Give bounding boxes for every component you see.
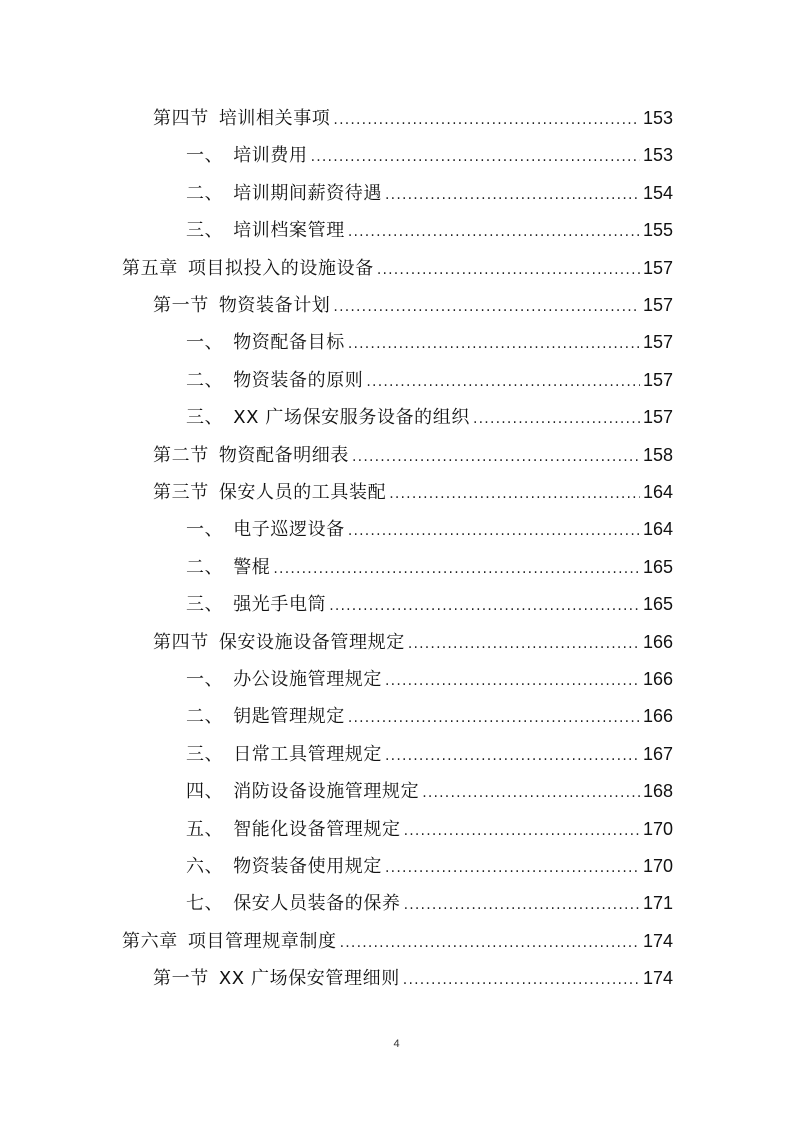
toc-entry-page: 155 [642,220,673,241]
toc-leader-dots [385,177,640,214]
toc-entry-prefix: 第三节 [153,482,209,503]
toc-entry-page: 168 [642,781,673,802]
toc-entry-item[interactable] [186,549,673,586]
toc-leader-dots [377,252,640,289]
toc-entry-prefix: 三、 [186,220,224,242]
toc-entry-item[interactable] [186,736,673,773]
toc-entry-title: 日常工具管理规定 [233,743,383,765]
toc-entry-label [186,811,401,848]
toc-entry-page: 153 [642,108,673,128]
toc-entry-label [153,287,330,324]
page-number: 4 [393,1038,400,1050]
toc-entry-title: 警棍 [233,556,271,578]
toc-leader-dots [348,513,640,550]
toc-entry-title: 培训期间薪资待遇 [233,182,383,204]
toc-entry-title: XX 广场保安服务设备的组织 [233,407,470,429]
toc-entry-prefix: 一、 [186,669,224,690]
toc-entry-item[interactable] [186,586,673,623]
toc-entry-label [122,923,337,960]
toc-leader-dots [389,476,640,513]
toc-entry-page: 157 [642,295,673,315]
toc-entry-title: 培训费用 [233,145,308,167]
toc-leader-dots [385,850,640,887]
toc-entry-label [186,698,345,735]
toc-entry-label [153,437,349,474]
toc-entry-section[interactable] [153,100,673,137]
toc-entry-title: 强光手电筒 [233,594,327,616]
toc-leader-dots [311,139,640,176]
toc-entry-page: 166 [642,631,673,652]
toc-entry-item[interactable] [186,511,673,548]
toc-entry-title: 保安人员装备的保养 [233,893,401,915]
toc-leader-dots [333,289,640,326]
toc-entry-prefix: 第四节 [153,108,209,129]
toc-entry-section[interactable] [153,287,673,324]
toc-entry-prefix: 一、 [186,145,224,167]
toc-leader-dots [340,925,640,962]
toc-entry-page: 166 [642,669,673,689]
toc-entry-label [186,175,382,212]
toc-entry-label [186,661,382,698]
toc-entry-item[interactable] [186,773,673,810]
toc-entry-prefix: 五、 [186,818,224,840]
toc-entry-page: 154 [642,182,673,203]
toc-entry-label [186,324,345,361]
toc-entry-label [186,586,326,623]
toc-entry-page: 165 [642,594,673,615]
toc-entry-title: 保安人员的工具装配 [218,482,387,503]
toc-entry-page: 174 [642,930,673,951]
toc-entry-title: 消防设备设施管理规定 [233,781,420,803]
toc-leader-dots [473,401,640,438]
toc-entry-title: 物资装备的原则 [233,369,364,391]
toc-leader-dots [404,887,640,924]
toc-entry-label [186,399,470,436]
toc-leader-dots [348,326,640,363]
toc-entry-label [186,212,345,249]
toc-entry-page: 167 [642,743,673,764]
toc-entry-page: 158 [642,444,673,465]
toc-entry-label [153,624,405,661]
toc-entry-prefix: 一、 [186,519,224,541]
toc-entry-prefix: 第一节 [153,968,209,990]
toc-entry-prefix: 六、 [186,856,224,877]
toc-entry-title: 项目拟投入的设施设备 [187,257,374,279]
toc-entry-label [122,250,374,287]
toc-entry-title: 办公设施管理规定 [233,669,383,690]
toc-entry-label [186,773,419,810]
toc-leader-dots [273,551,640,588]
toc-entry-prefix: 三、 [186,743,224,765]
toc-entry-label [186,885,401,922]
toc-entry-page: 157 [642,407,673,428]
toc-entry-page: 174 [642,968,673,989]
toc-entry-prefix: 第五章 [122,257,178,279]
toc-entry-prefix: 第二节 [153,444,209,466]
toc-entry-section[interactable] [153,960,673,997]
toc-entry-page: 164 [642,482,673,502]
toc-entry-item[interactable] [186,212,673,249]
toc-entry-page: 157 [642,332,673,353]
toc-entry-title: 物资配备明细表 [218,444,350,466]
toc-entry-title: 物资装备计划 [218,295,331,316]
toc-entry-title: 保安设施设备管理规定 [218,631,405,653]
toc-entry-prefix: 七、 [186,893,224,915]
toc-entry-item[interactable] [186,661,673,698]
toc-entry-page: 166 [642,706,673,727]
toc-entry-prefix: 三、 [186,407,224,429]
toc-entry-title: 电子巡逻设备 [233,519,345,541]
toc-entry-section[interactable] [153,624,673,661]
toc-entry-section[interactable] [153,474,673,511]
toc-entry-item[interactable] [186,848,673,885]
toc-entry-page: 171 [642,893,673,914]
toc-entry-prefix: 二、 [186,369,224,391]
toc-entry-title: XX 广场保安管理细则 [218,968,400,990]
toc-entry-label [186,511,345,548]
toc-entry-prefix: 第四节 [153,631,209,653]
toc-entry-page: 170 [642,818,673,839]
toc-entry-label [186,137,308,174]
toc-leader-dots [348,700,640,737]
toc-entry-prefix: 一、 [186,332,224,354]
toc-leader-dots [348,214,640,251]
toc-entry-prefix: 二、 [186,706,224,728]
toc-entry-label [186,362,363,399]
toc-entry-page: 170 [642,856,673,876]
toc-entry-label [186,736,382,773]
toc-leader-dots [329,588,640,625]
toc-entry-title: 培训档案管理 [233,220,345,242]
toc-entry-section[interactable] [153,437,673,474]
toc-entry-item[interactable] [186,885,673,922]
toc-entry-item[interactable] [186,324,673,361]
toc-entry-chapter[interactable] [122,923,673,960]
toc-entry-label [153,960,400,997]
toc-entry-page: 165 [642,556,673,577]
toc-entry-page: 157 [642,257,673,278]
toc-entry-item[interactable] [186,137,673,174]
toc-leader-dots [404,813,640,850]
toc-entry-title: 钥匙管理规定 [233,706,345,728]
toc-entry-item[interactable] [186,811,673,848]
toc-entry-label [186,848,382,885]
toc-leader-dots [408,626,640,663]
toc-entry-label [186,549,270,586]
toc-entry-label [153,474,386,511]
toc-entry-item[interactable] [186,175,673,212]
toc-entry-prefix: 二、 [186,556,224,578]
toc-leader-dots [352,439,640,476]
toc-entry-item[interactable] [186,399,673,436]
toc-entry-prefix: 四、 [186,781,224,803]
toc-entry-title: 智能化设备管理规定 [233,818,401,840]
toc-leader-dots [385,738,640,775]
toc-leader-dots [333,102,640,139]
toc-leader-dots [422,775,640,812]
toc-entry-prefix: 二、 [186,182,224,204]
toc-leader-dots [385,663,640,700]
toc-entry-item[interactable] [186,698,673,735]
toc-entry-page: 153 [642,145,673,166]
toc-entry-page: 157 [642,369,673,390]
toc-entry-title: 培训相关事项 [218,108,331,129]
toc-entry-title: 项目管理规章制度 [187,930,337,952]
toc-entry-title: 物资装备使用规定 [233,856,383,877]
toc-entry-prefix: 第一节 [153,295,209,316]
toc-leader-dots [366,364,640,401]
toc-leader-dots [403,962,640,999]
toc-entry-label [153,100,330,137]
toc-entry-item[interactable] [186,362,673,399]
toc-entry-title: 物资配备目标 [233,332,345,354]
toc-entry-page: 164 [642,519,673,540]
toc-entry-prefix: 第六章 [122,930,178,952]
toc-entry-prefix: 三、 [186,594,224,616]
toc-entry-chapter[interactable] [122,250,673,287]
